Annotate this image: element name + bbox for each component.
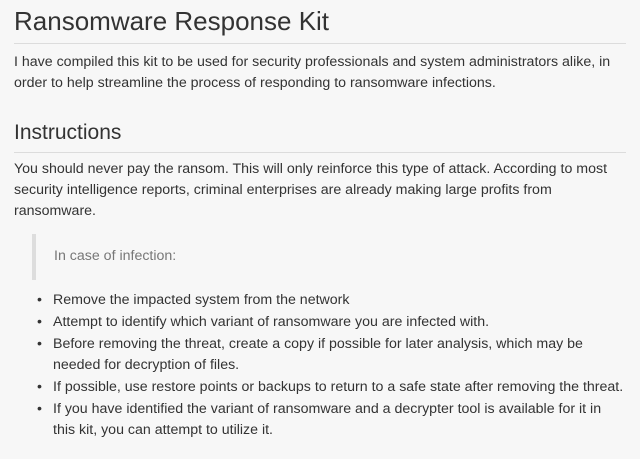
steps-list bbox=[14, 290, 626, 441]
bullet-icon: • bbox=[37, 401, 42, 417]
list-item bbox=[37, 399, 626, 441]
intro-paragraph: I have compiled this kit to be used for security professionals and system administrators alike, in order to help streamline the process of responding to ransomware infections. bbox=[14, 54, 611, 91]
page-title: Ransomware Response Kit bbox=[14, 0, 626, 44]
instructions-heading: Instructions bbox=[14, 120, 626, 153]
bullet-icon: • bbox=[37, 292, 42, 308]
list-item-text: Remove the impacted system from the network bbox=[53, 292, 350, 308]
list-item bbox=[37, 290, 626, 311]
list-item bbox=[37, 334, 626, 376]
instructions-paragraph: You should never pay the ransom. This will only reinforce this type of attack. According to most security intelligence reports, criminal enterprises are already making large profits from ransomware. bbox=[14, 161, 608, 219]
list-item-text: If possible, use restore points or backups to return to a safe state after removing the threat. bbox=[53, 379, 624, 395]
list-item-text: If you have identified the variant of ransomware and a decrypter tool is available for it in this kit, you can attempt to utilize it. bbox=[53, 401, 602, 438]
bullet-icon: • bbox=[37, 379, 42, 395]
bullet-icon: • bbox=[37, 314, 42, 330]
list-item-text: Before removing the threat, create a copy if possible for later analysis, which may be needed for decryption of files. bbox=[53, 336, 583, 373]
list-item-text: Attempt to identify which variant of ransomware you are infected with. bbox=[53, 314, 490, 330]
list-item bbox=[37, 377, 626, 398]
list-item bbox=[37, 312, 626, 333]
bullet-icon: • bbox=[37, 336, 42, 352]
infection-callout: In case of infection: bbox=[32, 234, 626, 280]
